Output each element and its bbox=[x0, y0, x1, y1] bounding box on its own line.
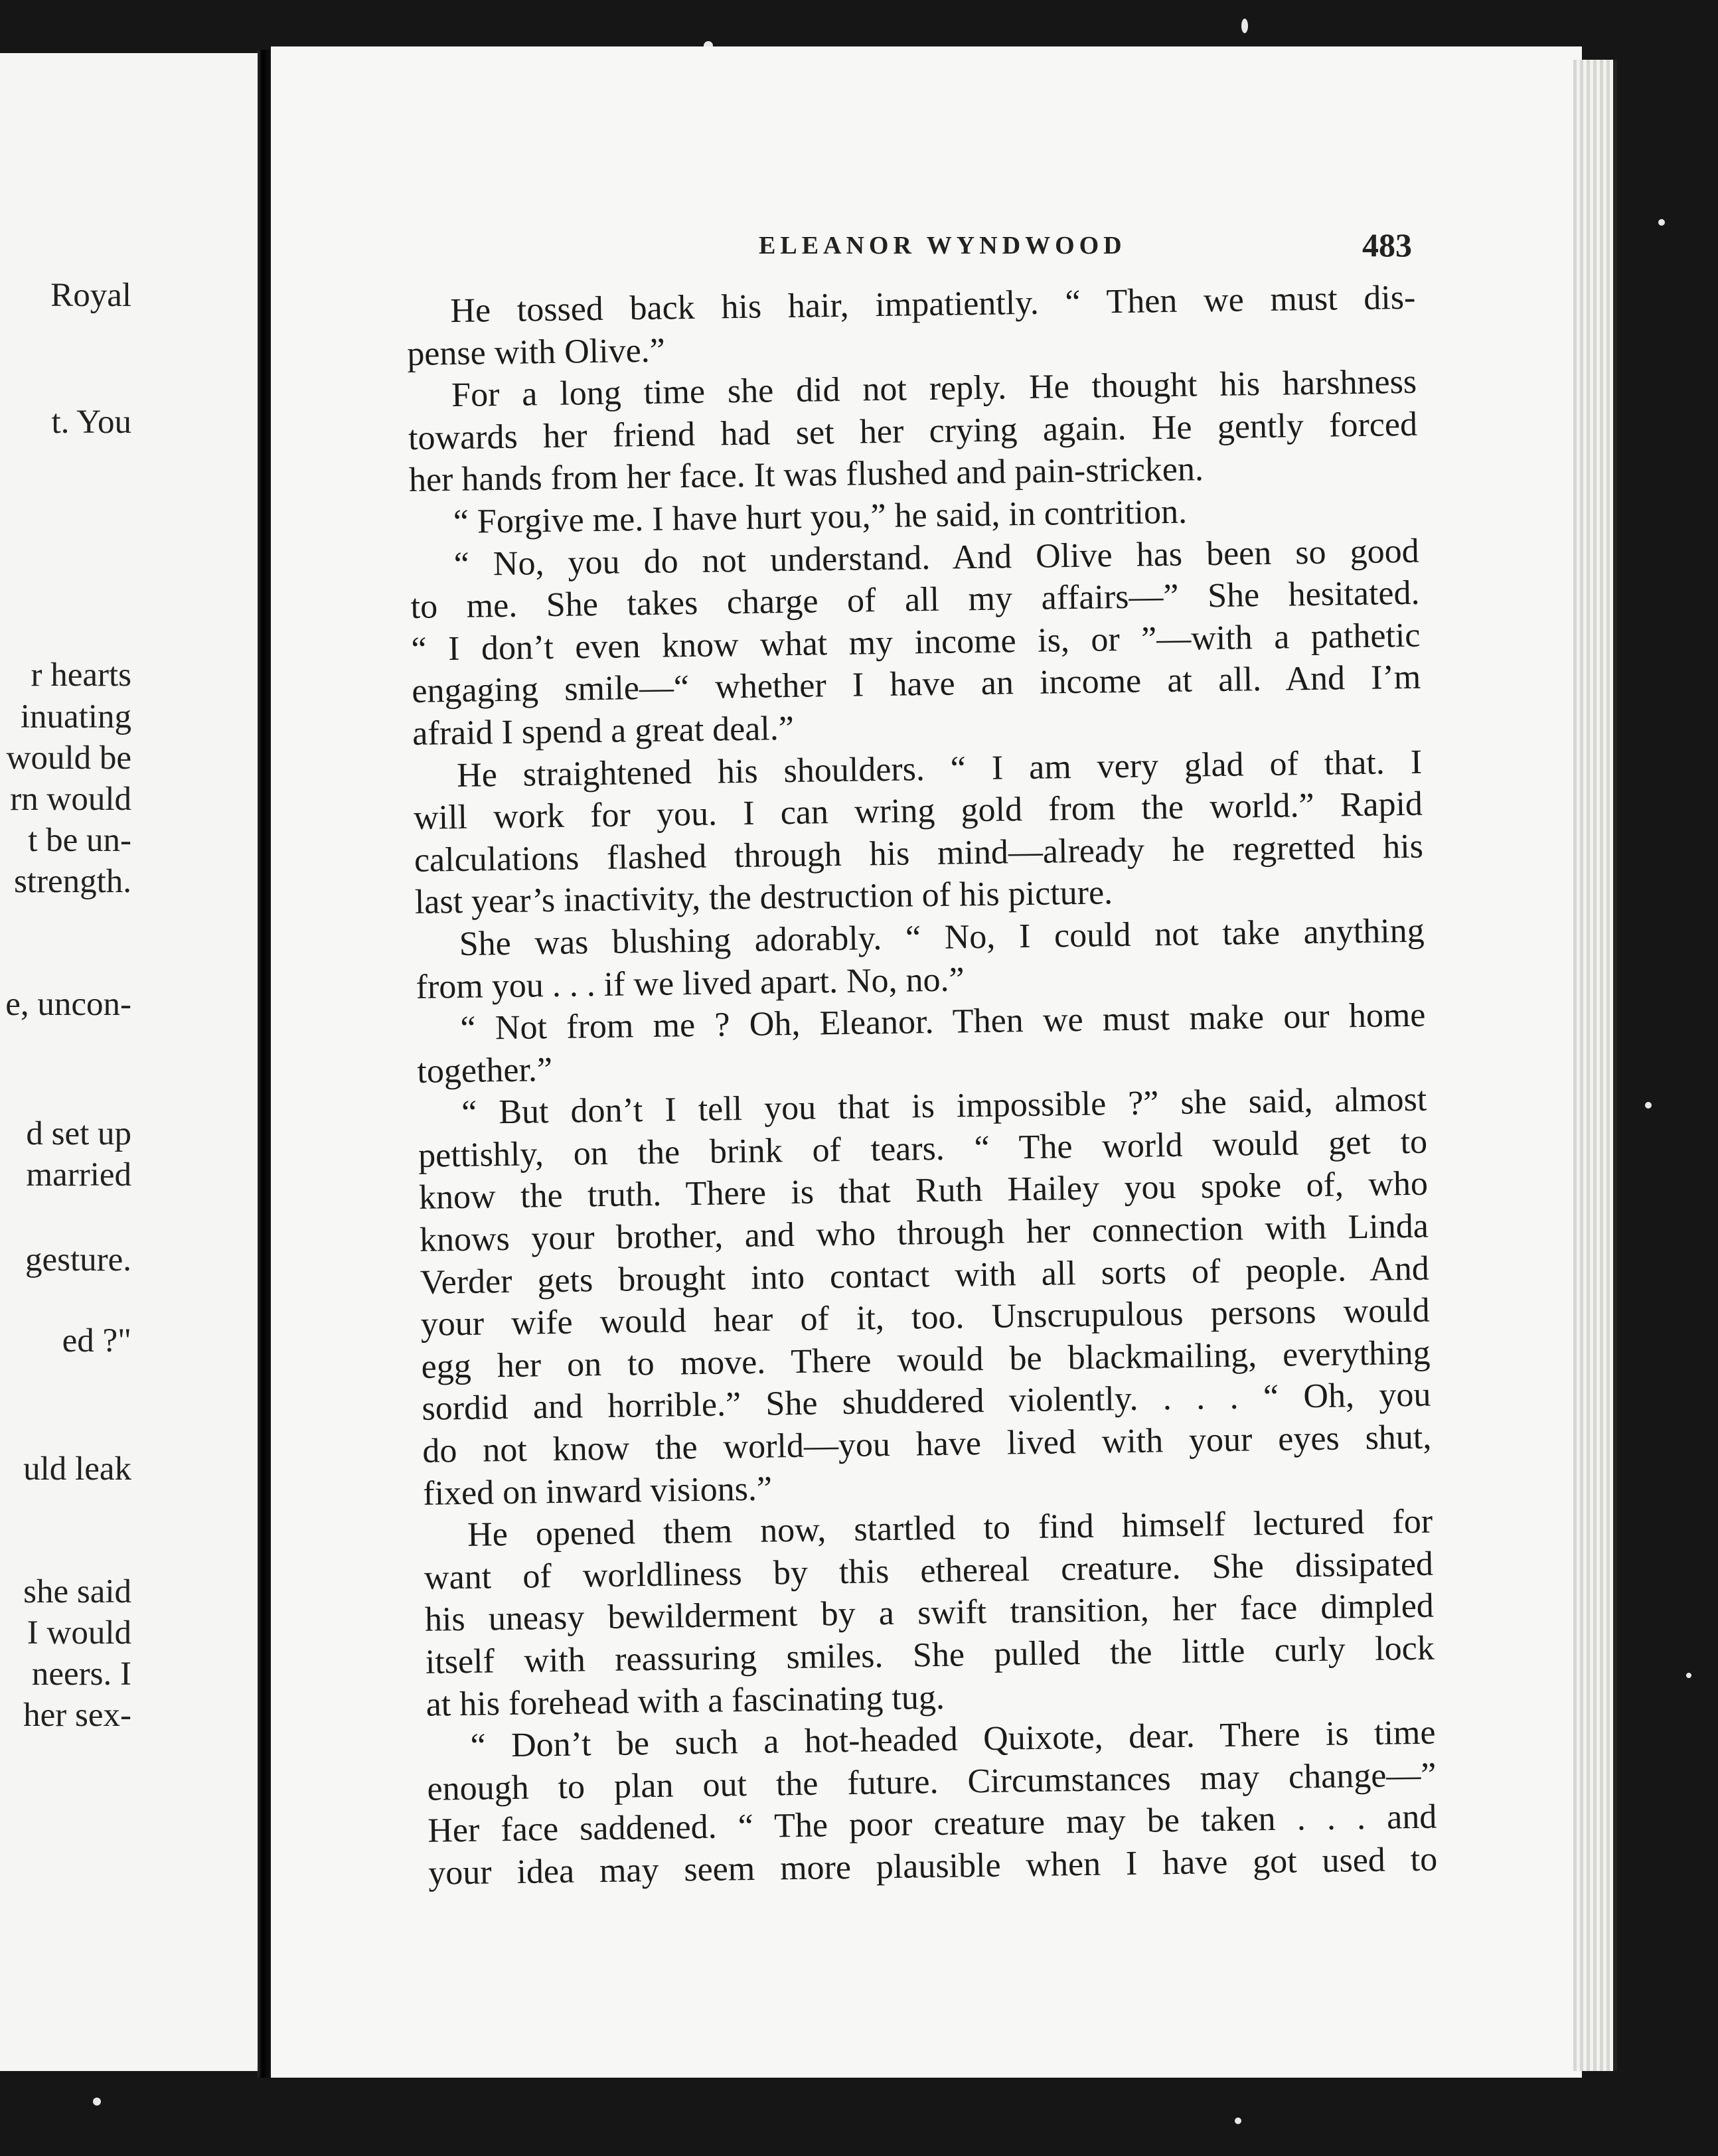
text-line: “ Not from me ? Oh, Eleanor. Then we must make our home bbox=[460, 996, 1426, 1048]
left-page-fragment: uld leak bbox=[23, 1450, 131, 1488]
left-page-fragment: t be un- bbox=[28, 822, 131, 859]
text-line: calculations flashed through his mind—already he regretted his bbox=[414, 827, 1424, 880]
left-page-fragment: I would bbox=[27, 1614, 131, 1652]
dust-speck bbox=[1235, 2118, 1241, 2124]
text-line: pense with Olive.” bbox=[406, 331, 666, 373]
text-line: afraid I spend a great deal.” bbox=[412, 709, 795, 753]
text-line: your wife would hear of it, too. Unscrupulous persons would bbox=[420, 1291, 1430, 1344]
text-line: He straightened his shoulders. “ I am very glad of that. I bbox=[456, 743, 1423, 795]
text-line: engaging smile—“ whether I have an income at all. And I’m bbox=[412, 658, 1421, 711]
text-line: your idea may seem more plausible when I have got used to bbox=[428, 1840, 1438, 1892]
text-line: want of worldliness by this ethereal creature. She dissipated bbox=[424, 1545, 1434, 1597]
text-line: her hands from her face. It was flushed and pain-stricken. bbox=[408, 450, 1204, 500]
left-page bbox=[0, 53, 264, 2071]
left-page-fragment: inuating bbox=[20, 698, 131, 735]
running-head: ELEANOR WYNDWOOD bbox=[759, 232, 1127, 260]
dust-speck bbox=[1241, 19, 1248, 33]
dust-speck bbox=[93, 2098, 101, 2106]
text-line: towards her friend had set her crying again. He gently forced bbox=[408, 405, 1418, 457]
text-line: For a long time she did not reply. He thought his harshness bbox=[451, 362, 1417, 415]
left-page-fragment: e, uncon- bbox=[5, 986, 131, 1023]
text-line: He tossed back his hair, impatiently. “ Then we must dis- bbox=[450, 278, 1416, 331]
text-line: enough to plan out the future. Circumstances may change—” bbox=[427, 1756, 1437, 1808]
left-page-fragment: t. You bbox=[51, 404, 131, 441]
text-line: at his forehead with a fascinating tug. bbox=[426, 1678, 945, 1724]
text-line: “ Don’t be such a hot-headed Quixote, dear. There is time bbox=[470, 1713, 1436, 1766]
text-line: Verder gets brought into contact with all sorts of people. And bbox=[420, 1249, 1430, 1302]
text-line: itself with reassuring smiles. She pulled the little curly lock bbox=[425, 1629, 1435, 1681]
text-line: from you . . . if we lived apart. No, no.” bbox=[416, 960, 965, 1006]
text-line: She was blushing adorably. “ No, I could not take anything bbox=[459, 911, 1425, 963]
left-page-fragment: rn would bbox=[10, 781, 131, 818]
text-line: fixed on inward visions.” bbox=[422, 1470, 773, 1513]
text-line: “ Forgive me. I have hurt you,” he said, in contrition. bbox=[453, 493, 1188, 542]
text-line: “ I don’t even know what my income is, or ”—with a pathetic bbox=[411, 616, 1421, 668]
text-line: pettishly, on the brink of tears. “ The world would get to bbox=[418, 1122, 1428, 1175]
dust-speck bbox=[1645, 1102, 1652, 1109]
left-page-fragment: Royal bbox=[50, 277, 131, 314]
book-gutter bbox=[258, 50, 270, 2078]
left-page-fragment: her sex- bbox=[23, 1697, 131, 1734]
left-page-fragment: ed ?" bbox=[62, 1322, 131, 1359]
dust-speck bbox=[1686, 1673, 1691, 1678]
left-page-fragment: strength. bbox=[13, 863, 131, 900]
body-text bbox=[406, 277, 1438, 1895]
text-line: sordid and horrible.” She shuddered violently. . . . “ Oh, you bbox=[422, 1376, 1431, 1428]
left-page-fragment: r hearts bbox=[31, 656, 131, 694]
left-page-fragment: would be bbox=[6, 739, 131, 777]
left-page-fragment: gesture. bbox=[25, 1241, 131, 1278]
left-page-fragment: d set up bbox=[26, 1115, 131, 1152]
text-line: knows your brother, and who through her connection with Linda bbox=[419, 1207, 1429, 1259]
text-line: “ But don’t I tell you that is impossible ?” she said, almost bbox=[461, 1080, 1427, 1132]
left-page-fragment: neers. I bbox=[31, 1656, 131, 1693]
text-line: to me. She takes charge of all my affairs—” She hesitated. bbox=[410, 574, 1420, 627]
text-line: will work for you. I can wring gold from the world.” Rapid bbox=[413, 785, 1423, 838]
left-page-fragment: married bbox=[26, 1156, 131, 1194]
text-line: know the truth. There is that Ruth Hailey you spoke of, who bbox=[418, 1165, 1429, 1217]
dust-speck bbox=[1658, 219, 1665, 226]
page-edges bbox=[1573, 60, 1617, 2071]
text-line: He opened them now, startled to find himself lectured for bbox=[467, 1502, 1433, 1555]
left-page-fragment: she said bbox=[23, 1573, 131, 1610]
text-line: his uneasy bewilderment by a swift transition, her face dimpled bbox=[424, 1586, 1435, 1640]
page-number: 483 bbox=[1362, 226, 1412, 264]
text-line: together.” bbox=[417, 1050, 553, 1091]
text-line: last year’s inactivity, the destruction of his picture. bbox=[414, 874, 1113, 922]
text-line: “ No, you do not understand. And Olive has been so good bbox=[453, 532, 1420, 583]
text-line: Her face saddened. “ The poor creature may be taken . . . and bbox=[428, 1798, 1437, 1851]
text-line: do not know the world—you have lived with your eyes shut, bbox=[422, 1418, 1432, 1470]
text-line: egg her on to move. There would be blackmailing, everything bbox=[421, 1334, 1431, 1386]
